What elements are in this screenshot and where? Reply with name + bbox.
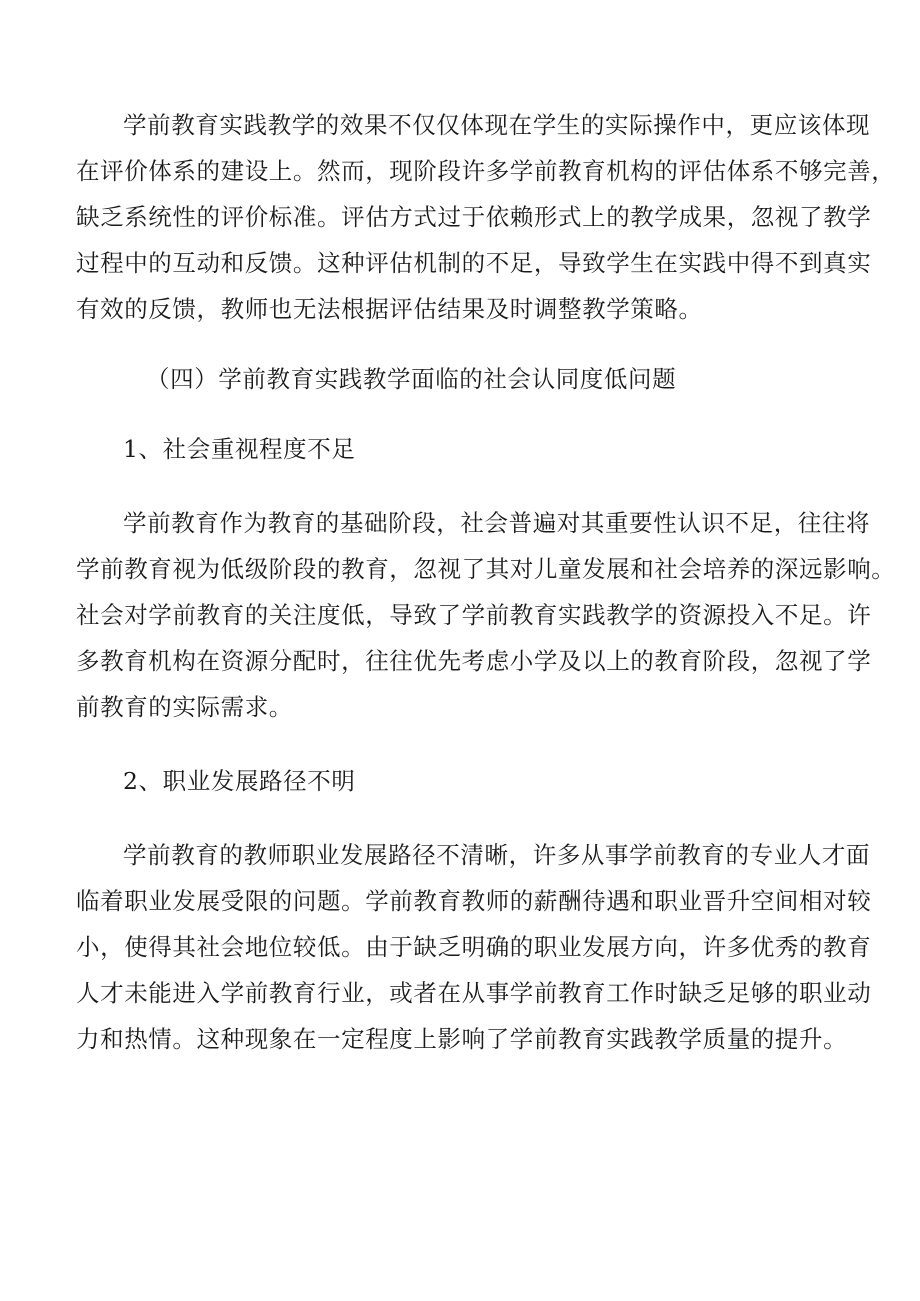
paragraph-line: 人才未能进入学前教育行业，或者在从事学前教育工作时缺乏足够的职业动: [76, 979, 872, 1007]
paragraph-line: 有效的反馈，教师也无法根据评估结果及时调整教学策略。: [76, 295, 703, 323]
section-heading: （四）学前教育实践教学面临的社会认同度低问题: [146, 365, 677, 393]
paragraph-line: 学前教育实践教学的效果不仅仅体现在学生的实际操作中，更应该体现: [123, 111, 871, 139]
paragraph-line: 过程中的互动和反馈。这种评估机制的不足，导致学生在实践中得不到真实: [76, 249, 872, 277]
paragraph-line: 小，使得其社会地位较低。由于缺乏明确的职业发展方向，许多优秀的教育: [76, 933, 872, 961]
subheading-social-attention: 1、社会重视程度不足: [123, 435, 356, 463]
paragraph-career-path: [76, 832, 872, 1062]
paragraph-line: 学前教育的教师职业发展路径不清晰，许多从事学前教育的专业人才面: [123, 841, 871, 869]
paragraph-line: 缺乏系统性的评价标准。评估方式过于依赖形式上的教学成果，忽视了教学: [76, 203, 872, 231]
paragraph-line: 临着职业发展受限的问题。学前教育教师的薪酬待遇和职业晋升空间相对较: [76, 887, 872, 915]
paragraph-line: 多教育机构在资源分配时，往往优先考虑小学及以上的教育阶段，忽视了学: [76, 647, 872, 675]
paragraph-social-attention: [76, 500, 896, 730]
paragraph-line: 学前教育作为教育的基础阶段，社会普遍对其重要性认识不足，往往将: [123, 509, 871, 537]
paragraph-line: 在评价体系的建设上。然而，现阶段许多学前教育机构的评估体系不够完善，: [76, 157, 896, 185]
document-body: [76, 102, 896, 1062]
paragraph-line: 社会对学前教育的关注度低，导致了学前教育实践教学的资源投入不足。许: [76, 601, 872, 629]
paragraph-line: 学前教育视为低级阶段的教育，忽视了其对儿童发展和社会培养的深远影响。: [76, 555, 896, 583]
paragraph-line: 前教育的实际需求。: [76, 693, 293, 721]
paragraph-line: 力和热情。这种现象在一定程度上影响了学前教育实践教学质量的提升。: [76, 1025, 848, 1053]
subheading-career-path: 2、职业发展路径不明: [123, 767, 356, 795]
paragraph-evaluation-system: [76, 102, 896, 332]
